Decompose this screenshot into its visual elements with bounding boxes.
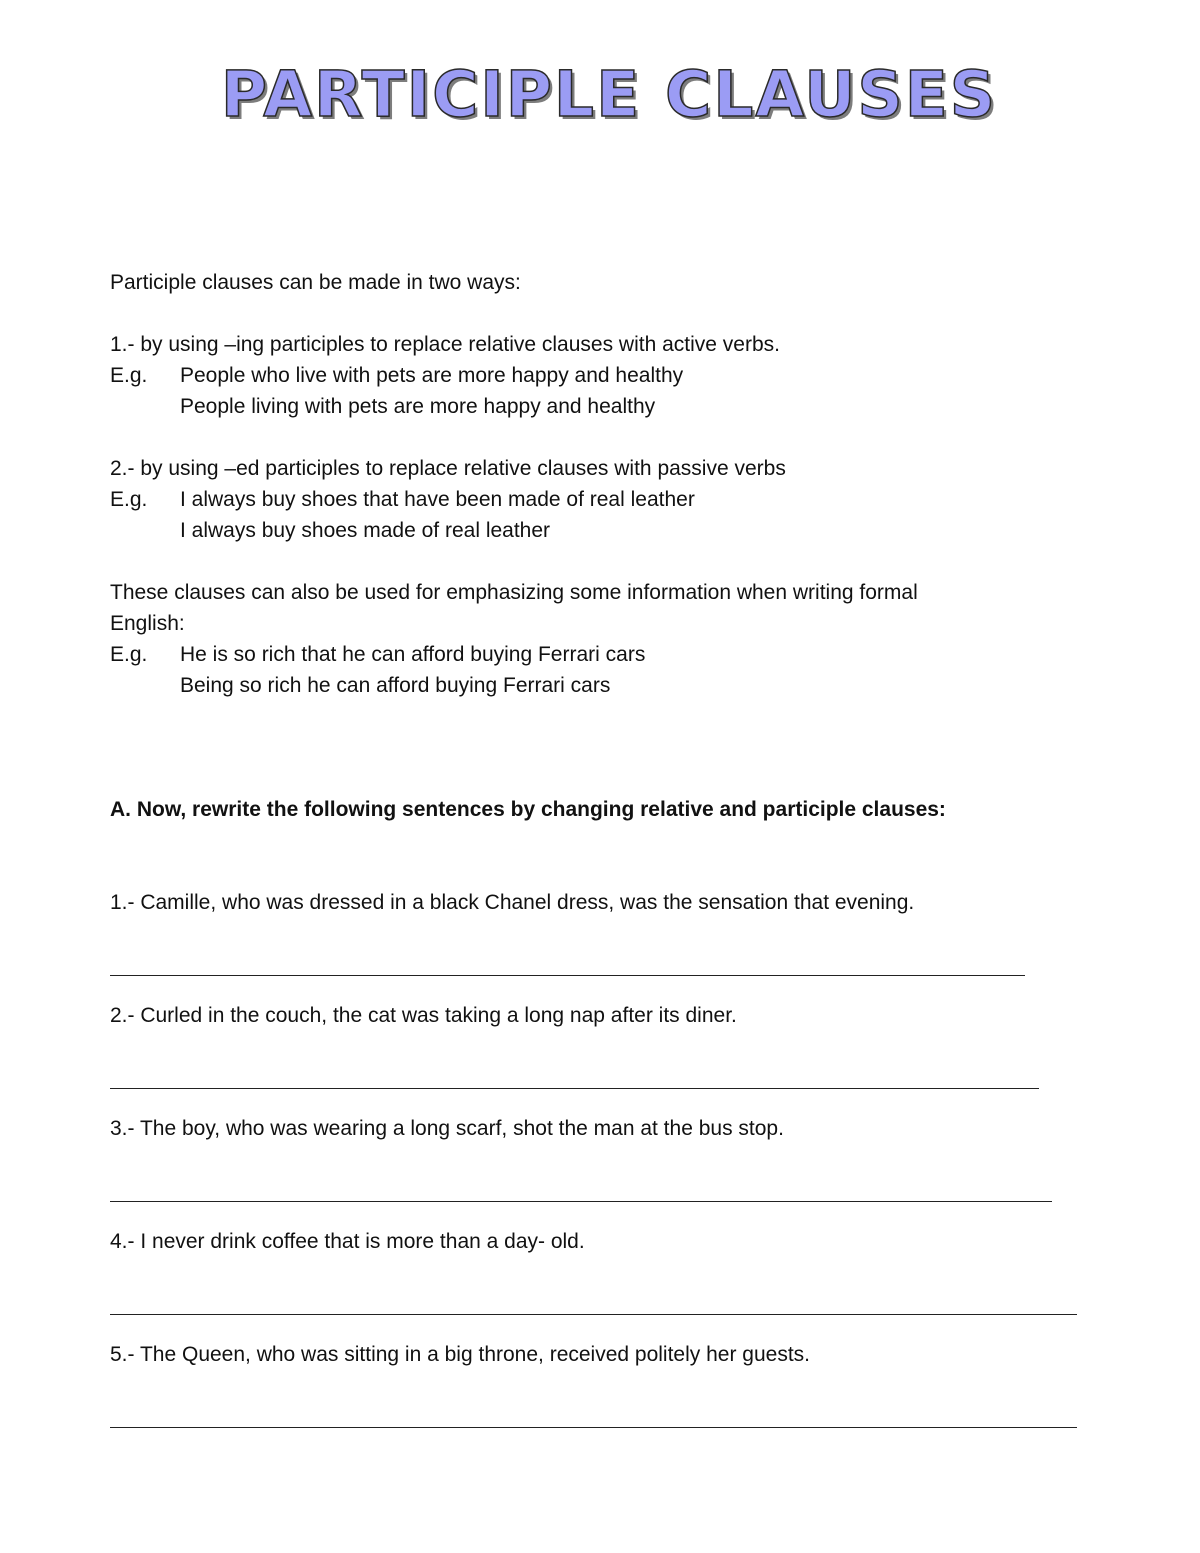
- exercise-item-1: 1.- Camille, who was dressed in a black Chanel dress, was the sensation that evening.: [110, 891, 915, 914]
- page-title: PARTICIPLE CLAUSES: [220, 58, 998, 131]
- answer-line-4[interactable]: [110, 1314, 1077, 1315]
- answer-line-5[interactable]: [110, 1427, 1077, 1428]
- rule-2-example-a: I always buy shoes that have been made of real leather: [180, 488, 695, 511]
- rule-2-heading: 2.- by using –ed participles to replace relative clauses with passive verbs: [110, 457, 786, 480]
- answer-line-3[interactable]: [110, 1201, 1052, 1202]
- rule-2-example-b: I always buy shoes made of real leather: [180, 519, 551, 542]
- exercise-item-5: 5.- The Queen, who was sitting in a big throne, received politely her guests.: [110, 1343, 811, 1366]
- exercise-item-4: 4.- I never drink coffee that is more than a day- old.: [110, 1230, 585, 1253]
- rule-2-eg-label: E.g.: [110, 488, 148, 511]
- emphasis-example-a: He is so rich that he can afford buying Ferrari cars: [180, 643, 646, 666]
- rule-1-example-a: People who live with pets are more happy and healthy: [180, 364, 684, 387]
- emphasis-eg-label: E.g.: [110, 643, 148, 666]
- rule-1-heading: 1.- by using –ing participles to replace relative clauses with active verbs.: [110, 333, 780, 356]
- exercise-item-3: 3.- The boy, who was wearing a long scarf, shot the man at the bus stop.: [110, 1117, 784, 1140]
- rule-1-example-b: People living with pets are more happy and healthy: [180, 395, 656, 418]
- exercise-instruction: A. Now, rewrite the following sentences by changing relative and participle clauses:: [110, 798, 946, 821]
- emphasis-line-2: English:: [110, 612, 185, 635]
- emphasis-line-1: These clauses can also be used for emphasizing some information when writing formal: [110, 581, 918, 604]
- emphasis-example-b: Being so rich he can afford buying Ferrari cars: [180, 674, 611, 697]
- answer-line-2[interactable]: [110, 1088, 1039, 1089]
- answer-line-1[interactable]: [110, 975, 1025, 976]
- rule-1-eg-label: E.g.: [110, 364, 148, 387]
- intro-text: Participle clauses can be made in two ways:: [110, 271, 521, 294]
- exercise-item-2: 2.- Curled in the couch, the cat was taking a long nap after its diner.: [110, 1004, 737, 1027]
